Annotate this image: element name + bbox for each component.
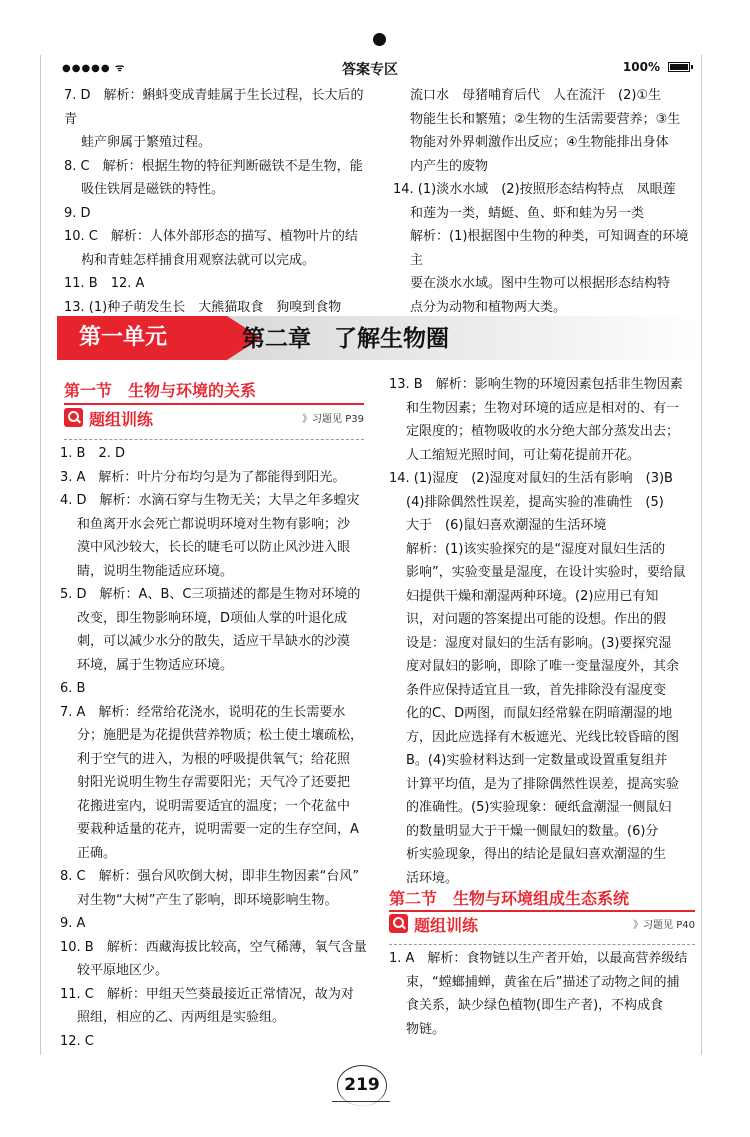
text-line: 分；施肥是为花提供营养物质；松土使土壤疏松， [77, 728, 364, 743]
text-line: 和鱼离开水会死亡都说明环境对生物有影响；沙 [77, 516, 351, 532]
search-icon [389, 914, 408, 933]
text-line: 13. B 解析：影响生物的环境因素包括非生物因素 [389, 377, 683, 392]
text-line: 识，对问题的答案提出可能的设想。作出的假 [406, 612, 667, 627]
text-line: 漠中风沙较大，长长的睫毛可以防止风沙进入眼 [77, 540, 351, 555]
text-line: 构和青蛙怎样捕食用观察法就可以完成。 [81, 252, 316, 268]
text-line: 8. C 解析：根据生物的特征判断磁铁不是生物，能 [64, 158, 363, 174]
text-line: 物能生长和繁殖；②生物的生活需要营养；③生 [410, 111, 681, 127]
text-line: 和莲为一类，蜻蜓、鱼、虾和蛙为另一类 [410, 205, 645, 221]
text-line: 14. (1)淡水水域 (2)按照形态结构特点 凤眼莲 [393, 182, 676, 197]
section-underline [64, 403, 364, 405]
dashed-divider [64, 439, 364, 440]
chapter-title: 第二章 了解生物圈 [242, 326, 449, 352]
text-line: 7. A 解析：经常给花浇水，说明花的生长需要水 [60, 704, 346, 720]
text-line: 正确。 [77, 845, 117, 861]
exercise-ref-link[interactable]: 》习题见 P40 [633, 920, 695, 931]
text-line: 点分为动物和植物两大类。 [410, 299, 567, 315]
status-bar [40, 58, 700, 78]
text-line: 析实验现象，得出的结论是鼠妇喜欢潮湿的生 [406, 847, 667, 862]
text-line: 13. (1)种子萌发生长 大熊猫取食 狗嗅到食物 [64, 299, 342, 315]
text-line: 束，“螳螂捕蝉，黄雀在后”描述了动物之间的捕 [406, 974, 680, 990]
text-line: 8. C 解析：强台风吹倒大树，即非生物因素“台风” [60, 869, 360, 884]
text-line: 活环境。 [406, 870, 459, 886]
section2-answers [389, 947, 699, 1041]
text-line: 3. A 解析：叶片分布均匀是为了都能得到阳光。 [60, 469, 346, 485]
text-line: 定限度的；植物吸收的水分绝大部分蒸发出去； [406, 424, 680, 439]
text-line: 14. (1)湿度 (2)湿度对鼠妇的生活有影响 (3)B [389, 471, 673, 486]
text-line: 射阳光说明生物生存需要阳光；天气冷了还要把 [77, 775, 351, 790]
exercise-label: 题组训练 [89, 410, 154, 429]
text-line: 利于空气的进入，为根的呼吸提供氧气；给花照 [77, 751, 351, 767]
text-line: 要在淡水水域。图中生物可以根据形态结构特 [410, 276, 671, 291]
search-icon [64, 408, 83, 427]
text-line: 食关系，缺少绿色植物(即生产者)，不构成食 [406, 998, 664, 1013]
text-line: 较平原地区少。 [77, 963, 169, 978]
section-title: 第二节 生物与环境组成生态系统 [389, 889, 630, 908]
text-line: 蛙产卵属于繁殖过程。 [81, 135, 212, 150]
text-line: 7. D 解析：蝌蚪变成青蛙属于生长过程，长大后的青 [64, 88, 364, 127]
section1-answers-continued [389, 373, 699, 890]
text-line: 妇提供干燥和潮湿两种环境。(2)应用已有知 [406, 588, 659, 604]
text-line: 刺，可以减少水分的散失，适应干旱缺水的沙漠 [77, 634, 351, 649]
exercise-header [64, 408, 364, 430]
text-line: 流口水 母猪哺育后代 人在流汗 (2)①生 [410, 88, 662, 103]
text-line: 大于 (6)鼠妇喜欢潮湿的生活环境 [406, 518, 607, 533]
battery-icon [668, 62, 690, 72]
text-line: 睛，说明生物能适应环境。 [77, 563, 234, 579]
text-line: 计算平均值，是为了排除偶然性误差，提高实验 [406, 776, 680, 792]
text-line: 改变，即生物影响环境，D项仙人掌的叶退化成 [77, 610, 348, 626]
text-line: 人工缩短光照时间，可让菊花提前开花。 [406, 447, 641, 463]
unit-label: 第一单元 [57, 316, 227, 360]
text-line: 解析：(1)根据图中生物的种类，可知调查的环境主 [410, 229, 689, 268]
exercise-label: 题组训练 [414, 916, 479, 935]
text-line: 物链。 [406, 1021, 446, 1037]
text-line: 度对鼠妇的影响，即除了唯一变量湿度外，其余 [406, 659, 680, 674]
text-line: 1. A 解析：食物链以生产者开始，以最高营养级结 [389, 951, 688, 966]
text-line: 环境，属于生物适应环境。 [77, 657, 234, 673]
text-line: 1. B 2. D [60, 446, 126, 461]
text-line: 的数量明显大于干燥一侧鼠妇的数量。(6)分 [406, 823, 659, 839]
text-line: 10. B 解析：西藏海拔比较高，空气稀薄，氧气含量 [60, 939, 367, 955]
text-line: 要栽种适量的花卉，说明需要一定的生存空间，A [77, 822, 359, 837]
text-line: 化的C、D两图，而鼠妇经常躲在阴暗潮湿的地 [406, 706, 673, 721]
text-line: 10. C 解析：人体外部形态的描写、植物叶片的结 [64, 229, 358, 244]
camera-dot [373, 33, 386, 46]
text-line: 9. A [60, 916, 86, 931]
exercise-header [389, 914, 695, 936]
top-right-answers [393, 84, 698, 319]
text-line: 内产生的废物 [410, 158, 489, 174]
text-line: 影响”，实验变量是湿度，在设计实验时，要给鼠 [406, 565, 686, 580]
text-line: 9. D [64, 205, 91, 221]
exercise-ref-link[interactable]: 》习题见 P39 [302, 414, 364, 425]
screen-title: 答案专区 [342, 62, 398, 78]
text-line: 物能对外界刺激作出反应；④生物能排出身体 [410, 135, 669, 150]
signal-icon: ●●●●● ᯤ [62, 63, 126, 74]
text-line: 6. B [60, 681, 86, 696]
unit-banner [57, 316, 697, 364]
text-line: 11. B 12. A [64, 276, 145, 291]
text-line: 对生物“大树”产生了影响，即环境影响生物。 [77, 892, 338, 908]
page-number: 219 [337, 1065, 387, 1106]
text-line: 花搬进室内，说明需要适宜的温度；一个花盆中 [77, 798, 351, 814]
text-line: 照组，相应的乙、丙两组是实验组。 [77, 1010, 286, 1025]
text-line: 吸住铁屑是磁铁的特性。 [81, 182, 225, 197]
text-line: 5. D 解析：A、B、C三项描述的都是生物对环境的 [60, 587, 361, 602]
section-title: 第一节 生物与环境的关系 [64, 381, 257, 400]
text-line: 11. C 解析：甲组天竺葵最接近正常情况，故为对 [60, 986, 354, 1002]
section-underline [389, 910, 695, 912]
text-line: (4)排除偶然性误差，提高实验的准确性 (5) [406, 494, 664, 510]
text-line: 的准确性。(5)实验现象：硬纸盒潮湿一侧鼠妇 [406, 800, 672, 815]
dashed-divider [389, 944, 695, 945]
text-line: 12. C [60, 1033, 94, 1049]
text-line: B。(4)实验材料达到一定数量或设置重复组并 [406, 753, 668, 768]
section1-answers [60, 442, 370, 1053]
text-line: 条件应保持适宜且一致，首先排除没有湿度变 [406, 682, 667, 698]
text-line: 解析：(1)该实验探究的是“湿度对鼠妇生活的 [406, 541, 666, 557]
text-line: 设是：湿度对鼠妇的生活有影响。(3)要探究湿 [406, 635, 672, 651]
text-line: 方，因此应选择有木板遮光、光线比较昏暗的图 [406, 729, 680, 745]
battery-percent: 100% [622, 60, 660, 74]
text-line: 4. D 解析：水滴石穿与生物无关；大旱之年多蝗灾 [60, 493, 360, 508]
page-number-base [332, 1097, 390, 1102]
top-left-answers [64, 84, 364, 319]
text-line: 和生物因素；生物对环境的适应是相对的、有一 [406, 400, 680, 416]
